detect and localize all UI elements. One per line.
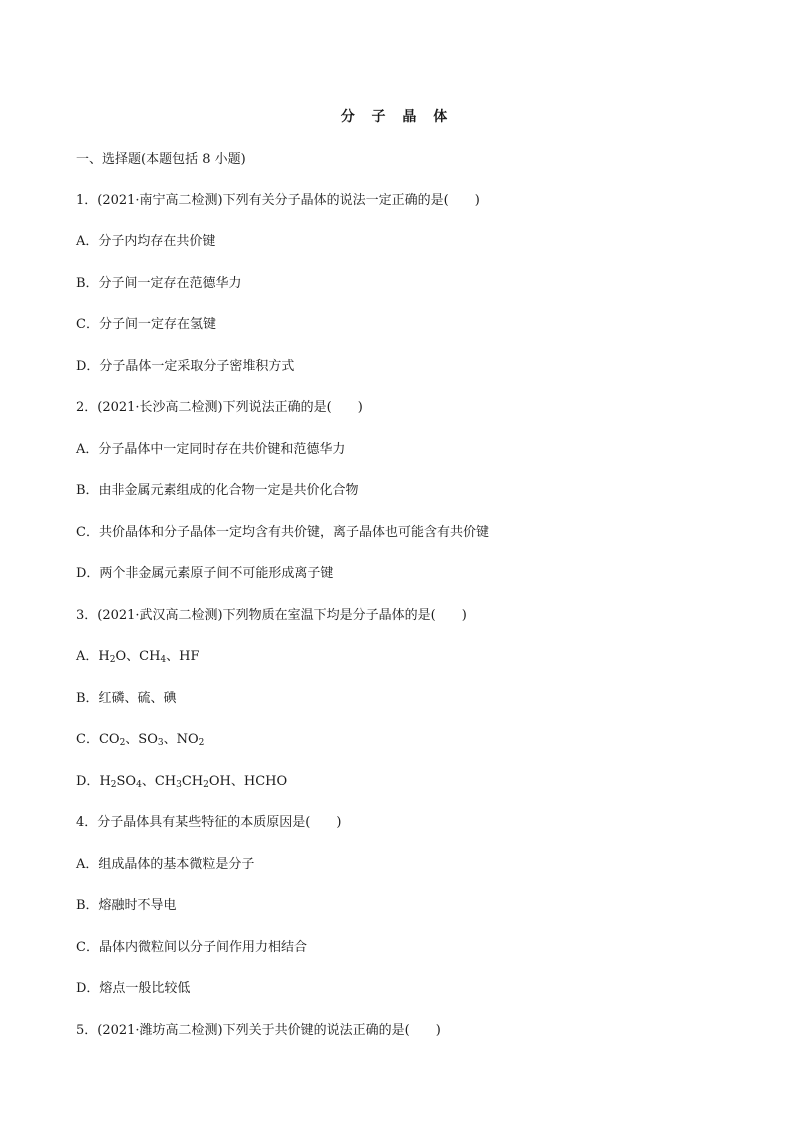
formula-subscript: 3 bbox=[157, 738, 164, 748]
formula-subscript: 3 bbox=[176, 780, 182, 790]
question-2-stem: 2．(2021·长沙高二检测)下列说法正确的是( ) bbox=[76, 400, 363, 415]
question-2-option-b: B．由非金属元素组成的化合物一定是共价化合物 bbox=[76, 483, 359, 498]
formula-text: H bbox=[99, 774, 111, 789]
formula-text: CH bbox=[181, 774, 204, 789]
formula-subscript: 2 bbox=[203, 780, 209, 790]
formula-subscript: 2 bbox=[110, 780, 117, 790]
formula-subscript: 2 bbox=[109, 655, 116, 665]
formula-text: SO bbox=[116, 774, 137, 789]
formula-subscript: 4 bbox=[136, 780, 142, 790]
formula-text: H bbox=[98, 649, 110, 664]
formula-subscript: 2 bbox=[198, 738, 205, 748]
formula-text: O、CH bbox=[115, 649, 161, 664]
page-title: 分 子 晶 体 bbox=[340, 109, 454, 125]
formula-text: 、HF bbox=[166, 649, 200, 664]
formula-text: CO bbox=[98, 732, 120, 747]
option-prefix: C． bbox=[76, 732, 99, 747]
formula-text: 、SO bbox=[125, 732, 158, 747]
question-4-option-c: C．晶体内微粒间以分子间作用力相结合 bbox=[76, 940, 307, 955]
question-1-option-b: B．分子间一定存在范德华力 bbox=[76, 276, 242, 291]
question-3-option-d bbox=[76, 773, 287, 791]
question-2-option-a: A．分子晶体中一定同时存在共价键和范德华力 bbox=[76, 442, 346, 457]
question-1-option-d: D．分子晶体一定采取分子密堆积方式 bbox=[76, 359, 295, 374]
formula-subscript: 2 bbox=[119, 738, 126, 748]
question-5-stem: 5．(2021·潍坊高二检测)下列关于共价键的说法正确的是( ) bbox=[76, 1023, 441, 1038]
question-2-option-d: D．两个非金属元素原子间不可能形成离子键 bbox=[76, 566, 334, 581]
formula-text: 、CH bbox=[141, 774, 177, 789]
question-1-option-a: A．分子内均存在共价键 bbox=[76, 234, 216, 249]
question-4-option-d: D．熔点一般比较低 bbox=[76, 981, 191, 996]
option-prefix: A． bbox=[76, 649, 99, 664]
question-3-option-a bbox=[76, 648, 200, 666]
question-1-option-c: C．分子间一定存在氢键 bbox=[76, 317, 216, 332]
formula-subscript: 4 bbox=[160, 655, 167, 665]
question-3-option-b: B．红磷、硫、碘 bbox=[76, 691, 177, 706]
formula-text: OH、HCHO bbox=[208, 774, 288, 789]
question-3-option-c bbox=[76, 731, 204, 749]
question-4-option-b: B．熔融时不导电 bbox=[76, 898, 177, 913]
question-2-option-c: C．共价晶体和分子晶体一定均含有共价键，离子晶体也可能含有共价键 bbox=[76, 525, 489, 540]
question-4-stem: 4．分子晶体具有某些特征的本质原因是( ) bbox=[76, 815, 342, 830]
formula-text: 、NO bbox=[163, 732, 199, 747]
question-3-stem: 3．(2021·武汉高二检测)下列物质在室温下均是分子晶体的是( ) bbox=[76, 608, 467, 623]
section-heading: 一、选择题(本题包括 8 小题) bbox=[76, 152, 246, 167]
question-1-stem: 1．(2021·南宁高二检测)下列有关分子晶体的说法一定正确的是( ) bbox=[76, 193, 480, 208]
question-4-option-a: A．组成晶体的基本微粒是分子 bbox=[76, 857, 255, 872]
option-prefix: D． bbox=[76, 774, 100, 789]
